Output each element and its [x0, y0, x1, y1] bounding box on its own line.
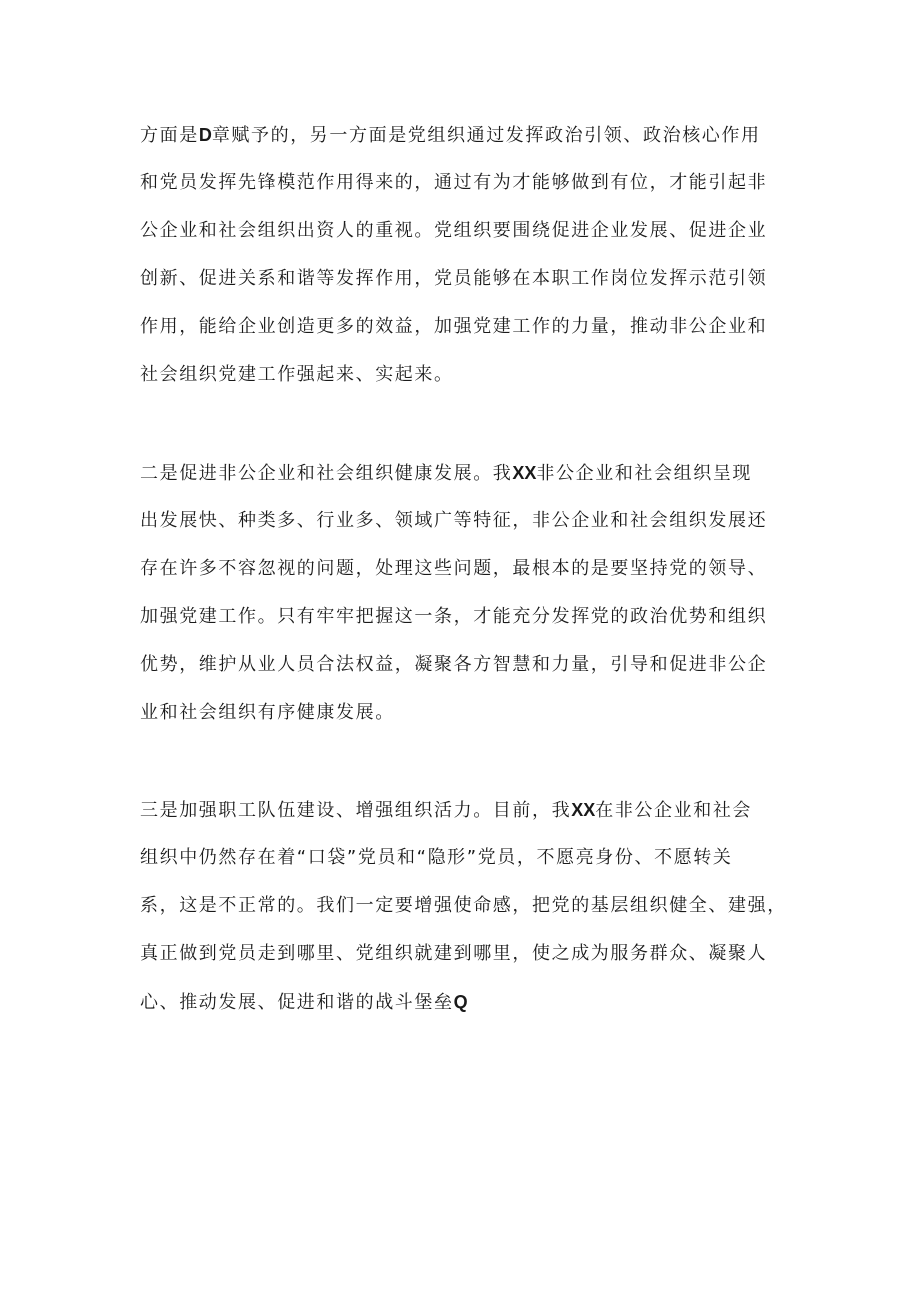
text-line: 心、推动发展、促进和谐的战斗堡垒Q: [140, 992, 468, 1013]
paragraph-2: [140, 449, 790, 737]
text-line: 存在许多不容忽视的问题，处理这些问题，最根本的是要坚持党的领导、: [140, 558, 768, 579]
text-line: 二是促进非公企业和社会组织健康发展。我XX非公企业和社会组织呈现: [140, 463, 753, 484]
paragraph-3: [140, 786, 790, 1026]
text-line: 加强党建工作。只有牢牢把握这一条，才能充分发挥党的政治优势和组织: [140, 606, 768, 627]
text-line: 方面是D章赋予的，另一方面是党组织通过发挥政治引领、政治核心作用: [140, 125, 761, 146]
text-line: 组织中仍然存在着“口袋”党员和“隐形”党员，不愿亮身份、不愿转关: [140, 847, 733, 868]
text-line: 出发展快、种类多、行业多、领域广等特征，非公企业和社会组织发展还: [140, 510, 768, 531]
text-line: 优势，维护从业人员合法权益，凝聚各方智慧和力量，引导和促进非公企: [140, 654, 768, 675]
text-line: 公企业和社会组织出资人的重视。党组织要围绕促进企业发展、促进企业: [140, 220, 768, 241]
bold-letter: Q: [453, 992, 468, 1012]
text-line: 和党员发挥先锋模范作用得来的，通过有为才能够做到有位，才能引起非: [140, 172, 768, 193]
text-line: 系，这是不正常的。我们一定要增强使命感，把党的基层组织健全、建强，: [140, 895, 787, 916]
text-line: 真正做到党员走到哪里、党组织就建到哪里，使之成为服务群众、凝聚人: [140, 943, 768, 964]
text-line: 社会组织党建工作强起来、实起来。: [140, 364, 454, 385]
text-line: 创新、促进关系和谐等发挥作用，党员能够在本职工作岗位发挥示范引领: [140, 268, 768, 289]
bold-placeholder: XX: [571, 800, 596, 820]
text-line: 作用，能给企业创造更多的效益，加强党建工作的力量，推动非公企业和: [140, 316, 768, 337]
text-line: 业和社会组织有序健康发展。: [140, 702, 395, 723]
text-line: 三是加强职工队伍建设、增强组织活力。目前，我XX在非公企业和社会: [140, 800, 753, 821]
bold-placeholder: XX: [512, 463, 537, 483]
bold-letter: D: [198, 125, 212, 145]
paragraph-1: [140, 111, 790, 399]
